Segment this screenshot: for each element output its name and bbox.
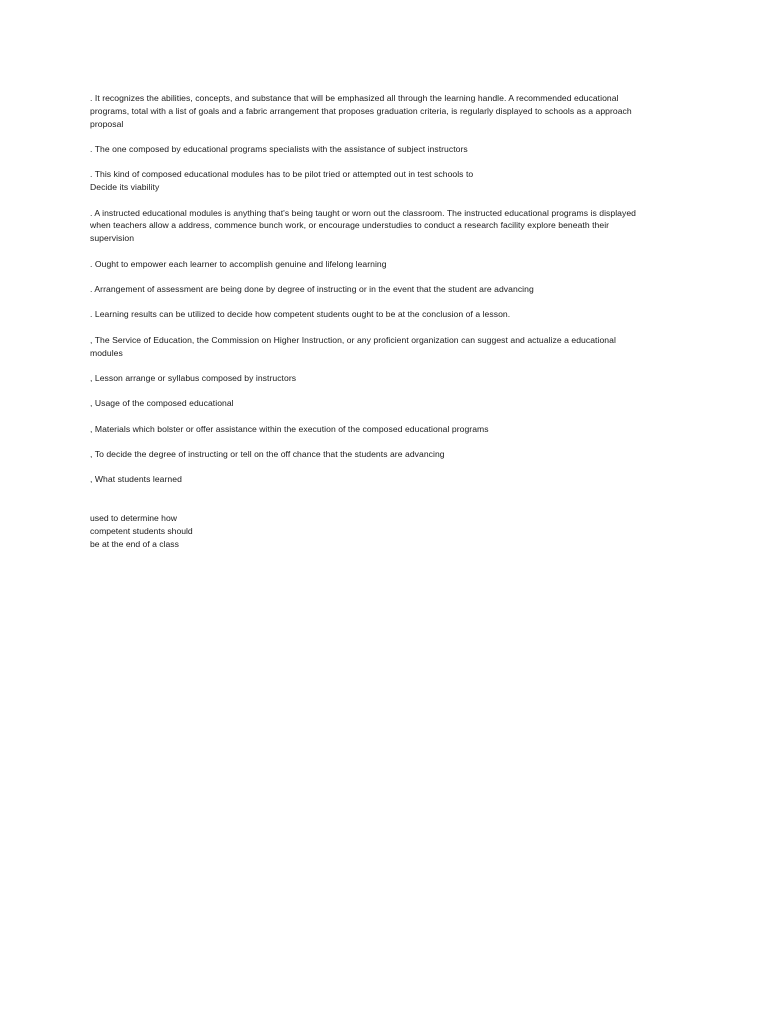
paragraph [90,448,670,461]
paragraph-line: . Arrangement of assessment are being done by degree of instructing or in the event that the student are advancing [90,283,534,294]
paragraph-line: when teachers allow a address, commence bunch work, or encourage understudies to conduct a research facility explore beneath their [90,220,610,231]
paragraph-line: supervision [90,233,135,244]
paragraph [90,473,670,486]
paragraph [90,372,670,385]
paragraph [90,283,670,296]
paragraph-line: , The Service of Education, the Commission on Higher Instruction, or any proficient organization can suggest and actualize a educational [90,334,616,345]
paragraph [90,258,670,271]
paragraph [90,92,670,130]
paragraph-line: , Lesson arrange or syllabus composed by instructors [90,372,297,383]
paragraph-line: , To decide the degree of instructing or tell on the off chance that the students are advancing [90,449,445,460]
paragraph-line: . Ought to empower each learner to accomplish genuine and lifelong learning [90,258,387,269]
paragraph-line: . This kind of composed educational modules has to be pilot tried or attempted out in test schools to [90,169,474,180]
note-line: be at the end of a class [90,538,179,549]
paragraph-line: Decide its viability [90,182,160,193]
paragraph-line: modules [90,347,123,358]
paragraph [90,207,670,245]
document-body [90,92,670,499]
note-line: used to determine how [90,513,177,523]
paragraph-line: , What students learned [90,474,182,485]
paragraph-line: . It recognizes the abilities, concepts, and substance that will be emphasized all through the learning handle. A recommended educational [90,93,619,103]
paragraph [90,334,670,360]
note-block [90,512,290,550]
paragraph-line: programs, total with a list of goals and a fabric arrangement that proposes graduation criteria, is regularly displayed to schools as a approach [90,105,632,116]
paragraph-line: , Materials which bolster or offer assistance within the execution of the composed educational programs [90,423,489,434]
paragraph-line: . A instructed educational modules is anything that's being taught or worn out the classroom. The instructed educational programs is displayed [90,207,636,218]
paragraph-line: . The one composed by educational programs specialists with the assistance of subject instructors [90,143,468,154]
paragraph [90,397,670,410]
paragraph-line: . Learning results can be utilized to decide how competent students ought to be at the conclusion of a lesson. [90,309,511,320]
paragraph [90,143,670,156]
paragraph-line: proposal [90,118,124,129]
paragraph [90,168,670,194]
paragraph-line: , Usage of the composed educational [90,398,234,409]
paragraph [90,308,670,321]
paragraph [90,423,670,436]
note-line: competent students should [90,525,193,536]
